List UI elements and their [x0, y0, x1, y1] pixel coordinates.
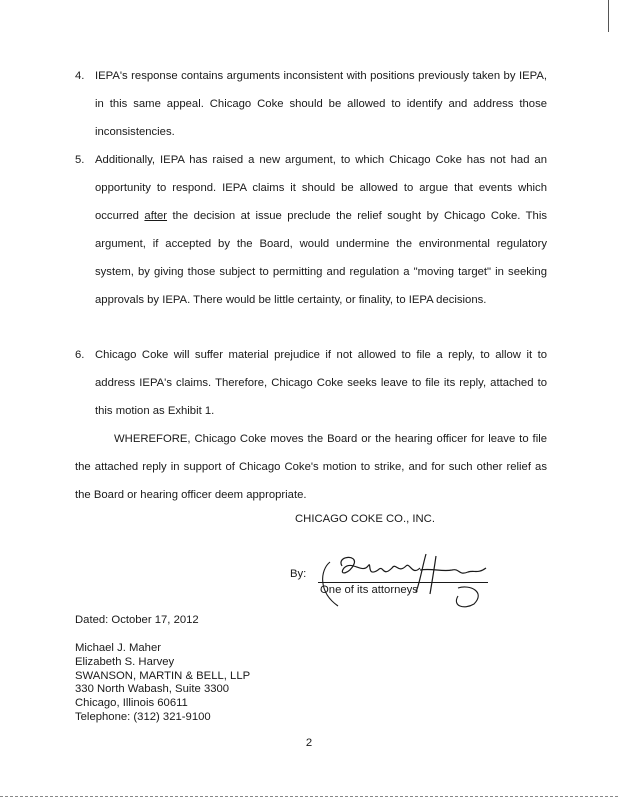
contact-line: SWANSON, MARTIN & BELL, LLP [75, 669, 251, 682]
paragraph-4 [75, 62, 547, 146]
paragraph-5 [75, 146, 547, 314]
date-line: Dated: October 17, 2012 [75, 614, 199, 626]
scan-edge-mark [608, 0, 609, 32]
paragraph-number: 6. [75, 349, 85, 361]
paragraph-text: Chicago Coke will suffer material prejudice if not allowed to file a reply, to allow it to address IEPA's claims. Therefore, Chicago Coke seeks leave to file its reply, attached to this motion as Exhibit 1. [95, 349, 547, 417]
scan-bottom-edge [0, 796, 618, 797]
contact-line: Michael J. Maher [75, 642, 162, 654]
signature-caption: One of its attorneys [320, 584, 418, 596]
paragraph-text-after: the decision at issue preclude the relief sought by Chicago Coke. This argument, if accepted by the Board, would undermine the environmental regulatory system, by giving those subject to permitting and regulation a "moving target" in seeking approvals by IEPA. There would be little certainty, or finality, to IEPA decisions. [95, 210, 547, 306]
contact-line: 330 North Wabash, Suite 3300 [75, 683, 230, 696]
handwritten-signature [308, 548, 498, 610]
paragraph-text-before: Additionally, IEPA has raised a new argument, to which Chicago Coke has not had an opportunity to respond. IEPA claims it should be allowed to argue that events which occurred [95, 154, 547, 222]
paragraph-number: 4. [75, 70, 85, 82]
contact-block [75, 642, 250, 725]
paragraph-6 [75, 341, 547, 425]
page-number: 2 [305, 737, 313, 749]
paragraph-number: 5. [75, 154, 85, 166]
underlined-word: after [144, 210, 168, 222]
firm-name: CHICAGO COKE CO., INC. [295, 513, 435, 525]
wherefore-paragraph: WHEREFORE, Chicago Coke moves the Board or the hearing officer for leave to file the attached reply in support of Chicago Coke's motion to strike, and for such other relief as the Board or hearing officer deem appropriate. [75, 433, 547, 501]
contact-line: Telephone: (312) 321-9100 [75, 710, 211, 723]
signature-line [318, 582, 488, 583]
paragraph-text: IEPA's response contains arguments inconsistent with positions previously taken by IEPA, in this same appeal. Chicago Coke should be allowed to identify and address those inconsistencies. [95, 70, 547, 138]
signature-block [290, 548, 500, 610]
contact-line: Elizabeth S. Harvey [75, 655, 175, 668]
contact-line: Chicago, Illinois 60611 [75, 697, 188, 710]
by-label: By: [290, 568, 307, 580]
